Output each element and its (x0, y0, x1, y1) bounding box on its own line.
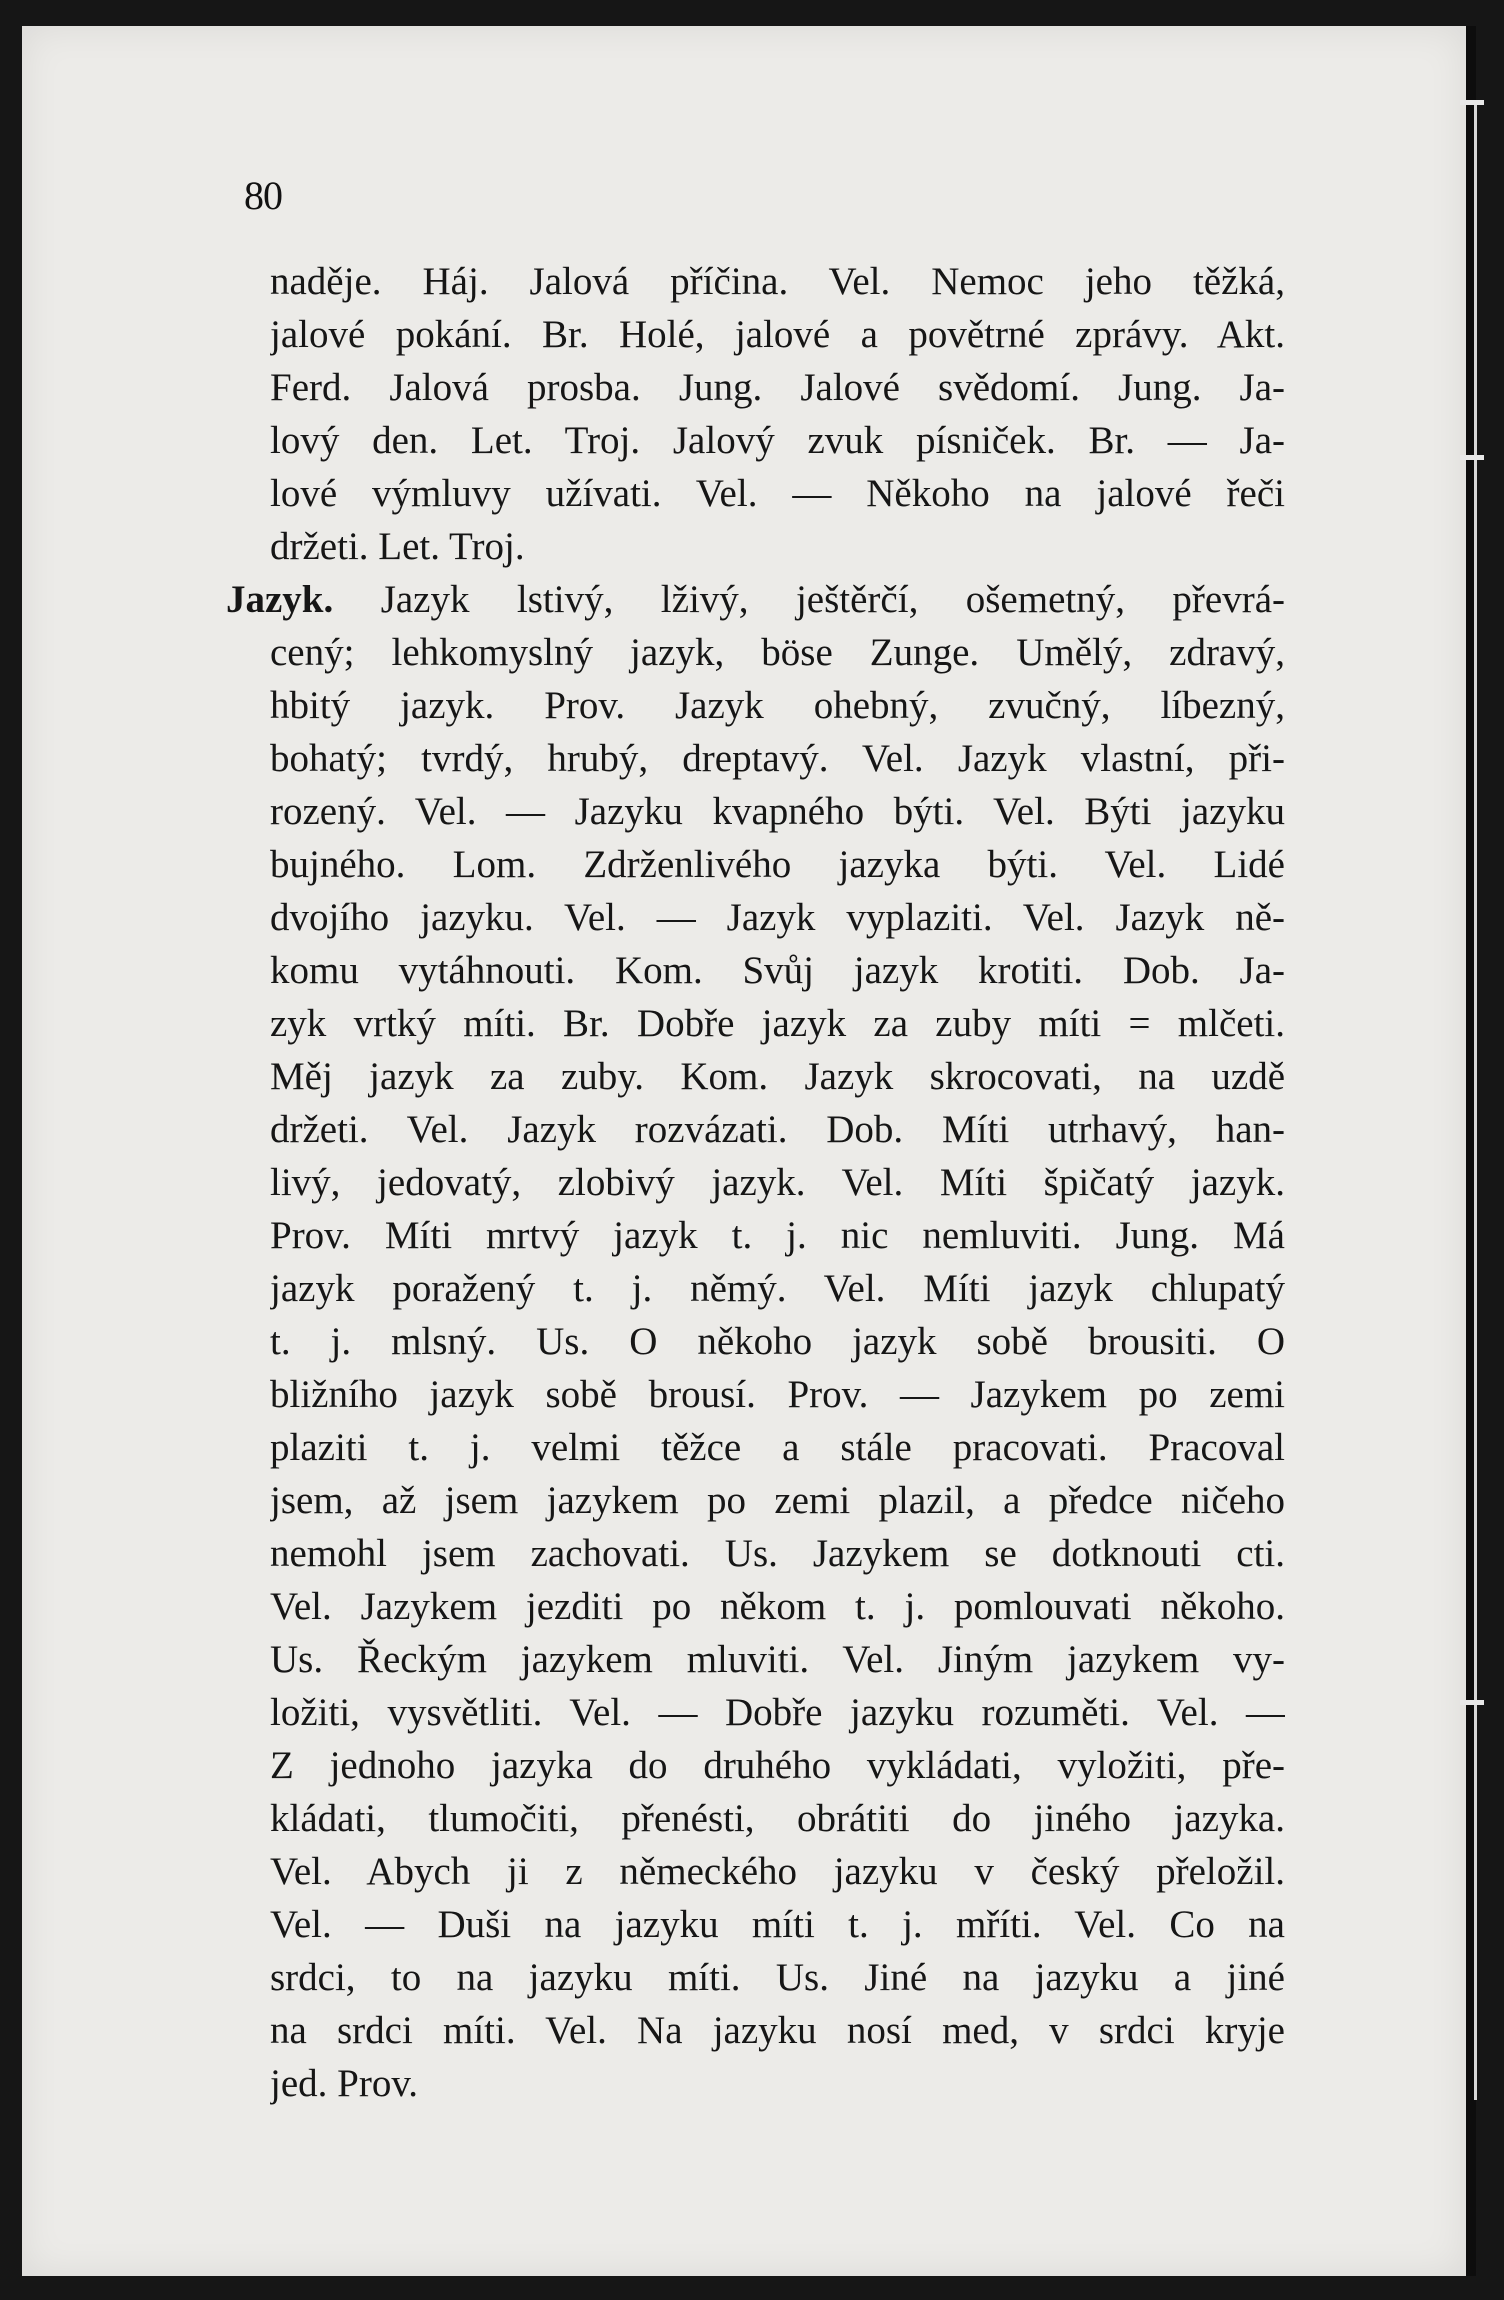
text-line: bujného. Lom. Zdrženlivého jazyka býti. Vel. Lidé (270, 843, 1285, 886)
text-line: na srdci míti. Vel. Na jazyku nosí med, v srdci kryje (270, 2009, 1285, 2052)
page-number: 80 (244, 173, 282, 218)
edge-tick (1460, 100, 1484, 105)
text-line: jalové pokání. Br. Holé, jalové a povětrné zprávy. Akt. (270, 313, 1285, 356)
text-line: hbitý jazyk. Prov. Jazyk ohebný, zvučný, líbezný, (270, 684, 1285, 727)
text-line: lové výmluvy užívati. Vel. — Někoho na jalové řeči (270, 472, 1285, 515)
text-line: dvojího jazyku. Vel. — Jazyk vyplaziti. Vel. Jazyk ně- (270, 896, 1285, 939)
text-line: ložiti, vysvětliti. Vel. — Dobře jazyku rozuměti. Vel. — (270, 1691, 1285, 1734)
text-line: Vel. Abych ji z německého jazyku v český přeložil. (270, 1850, 1285, 1893)
text-line: lový den. Let. Troj. Jalový zvuk písniček. Br. — Ja- (270, 419, 1285, 462)
text-line: naděje. Háj. Jalová příčina. Vel. Nemoc jeho těžká, (270, 260, 1285, 303)
text-line: plaziti t. j. velmi těžce a stále pracovati. Pracoval (270, 1426, 1285, 1469)
text-line: bohatý; tvrdý, hrubý, dreptavý. Vel. Jazyk vlastní, při- (270, 737, 1285, 780)
text-line: zyk vrtký míti. Br. Dobře jazyk za zuby míti = mlčeti. (270, 1002, 1285, 1045)
text-line: livý, jedovatý, zlobivý jazyk. Vel. Míti špičatý jazyk. (270, 1161, 1285, 1204)
text-line: Prov. Míti mrtvý jazyk t. j. nic nemluviti. Jung. Má (270, 1214, 1285, 1257)
text-line: cený; lehkomyslný jazyk, böse Zunge. Umělý, zdravý, (270, 631, 1285, 674)
text-line: Měj jazyk za zuby. Kom. Jazyk skrocovati, na uzdě (270, 1055, 1285, 1098)
entry-first-line-text: Jazyk lstivý, lživý, ještěrčí, ošemetný, převrá- (380, 578, 1285, 621)
text-line: Vel. — Duši na jazyku míti t. j. mříti. Vel. Co na (270, 1903, 1285, 1946)
text-line: t. j. mlsný. Us. O někoho jazyk sobě brousiti. O (270, 1320, 1285, 1363)
text-line: komu vytáhnouti. Kom. Svůj jazyk krotiti. Dob. Ja- (270, 949, 1285, 992)
entry-headword: Jazyk. (226, 578, 334, 621)
text-line: Z jednoho jazyka do druhého vykládati, vyložiti, pře- (270, 1744, 1285, 1787)
text-line: držeti. Let. Troj. (270, 525, 525, 568)
text-line: jed. Prov. (270, 2062, 419, 2105)
text-line: Vel. Jazykem jezditi po někom t. j. pomlouvati někoho. (270, 1585, 1285, 1628)
text-line: kládati, tlumočiti, přenésti, obrátiti do jiného jazyka. (270, 1797, 1285, 1840)
text-line: Ferd. Jalová prosba. Jung. Jalové svědomí. Jung. Ja- (270, 366, 1285, 409)
text-line: držeti. Vel. Jazyk rozvázati. Dob. Míti utrhavý, han- (270, 1108, 1285, 1151)
edge-tick (1460, 1700, 1484, 1705)
entry-first-line (226, 574, 1285, 626)
text-line: srdci, to na jazyku míti. Us. Jiné na jazyku a jiné (270, 1956, 1285, 1999)
text-line: jsem, až jsem jazykem po zemi plazil, a předce ničeho (270, 1479, 1285, 1522)
text-line: rozený. Vel. — Jazyku kvapného býti. Vel. Býti jazyku (270, 790, 1285, 833)
text-line: jazyk poražený t. j. němý. Vel. Míti jazyk chlupatý (270, 1267, 1285, 1310)
edge-tick (1460, 455, 1484, 460)
text-line: bližního jazyk sobě brousí. Prov. — Jazykem po zemi (270, 1373, 1285, 1416)
page-edge-line (1474, 100, 1477, 2100)
text-line: Us. Řeckým jazykem mluviti. Vel. Jiným jazykem vy- (270, 1638, 1285, 1681)
text-line: nemohl jsem zachovati. Us. Jazykem se dotknouti cti. (270, 1532, 1285, 1575)
